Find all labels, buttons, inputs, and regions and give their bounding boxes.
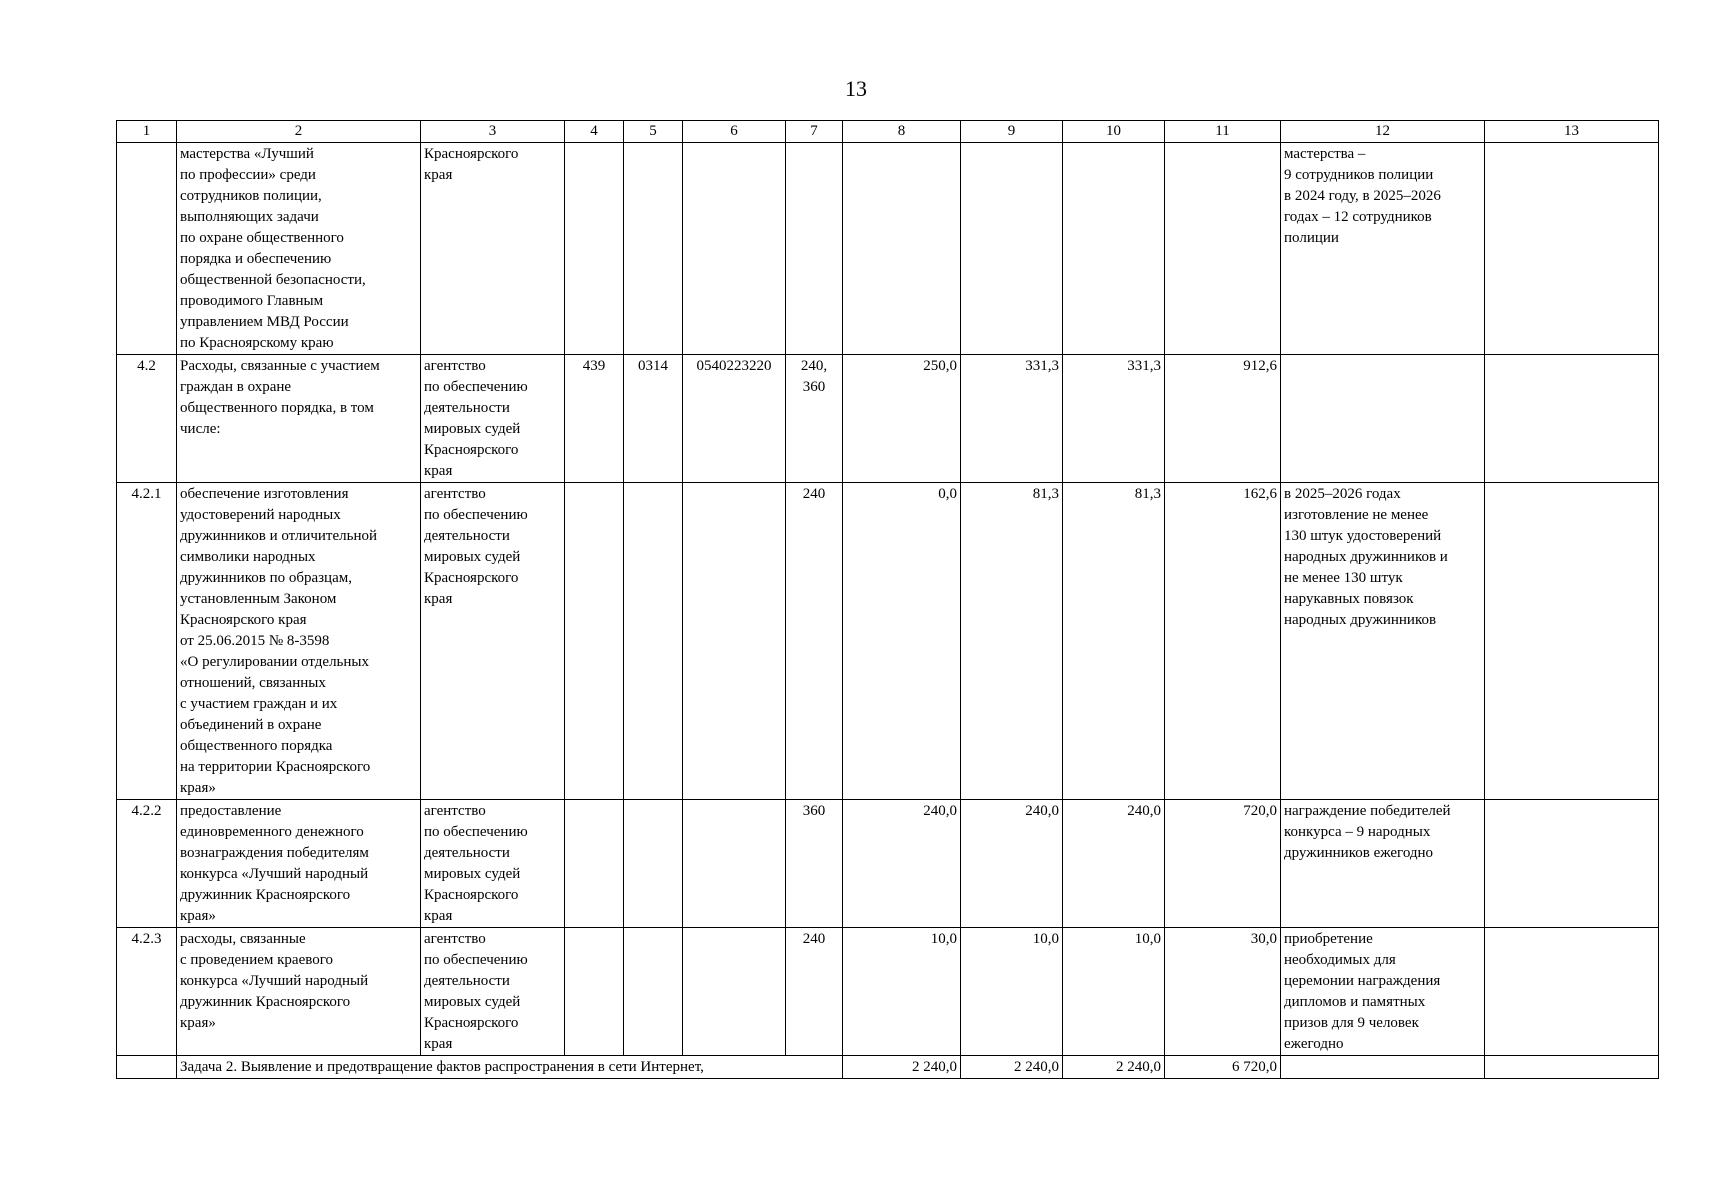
table-row — [117, 928, 1659, 1056]
amount-total-cell — [1165, 143, 1281, 355]
column-header: 1 — [117, 121, 177, 143]
target-code-cell — [683, 143, 786, 355]
description-cell: обеспечение изготовления удостоверений народных дружинников и отличительной символики народных дружинников по образцам, установленным Законом Красноярского края от 25.06.2015 № 8-3598 «О регулировании отдельных отношений, связанных с участием граждан и их объединений в охране общественного порядка на территории Красноярского края» — [177, 483, 421, 800]
section-code-cell — [624, 483, 683, 800]
task-amount-col9: 2 240,0 — [961, 1056, 1063, 1079]
column-header: 2 — [177, 121, 421, 143]
expense-type-cell — [786, 143, 843, 355]
task-amount-col8: 2 240,0 — [843, 1056, 961, 1079]
column-header: 4 — [565, 121, 624, 143]
row-number-cell: 4.2.1 — [117, 483, 177, 800]
column-header: 8 — [843, 121, 961, 143]
result-cell: награждение победителей конкурса – 9 народных дружинников ежегодно — [1281, 800, 1485, 928]
expense-type-cell: 360 — [786, 800, 843, 928]
task-row — [117, 1056, 1659, 1079]
column-header: 3 — [421, 121, 565, 143]
column-header: 12 — [1281, 121, 1485, 143]
result-cell: приобретение необходимых для церемонии награждения дипломов и памятных призов для 9 человек ежегодно — [1281, 928, 1485, 1056]
ministry-code-cell — [565, 928, 624, 1056]
task-title: Задача 2. Выявление и предотвращение фактов распространения в сети Интернет, — [177, 1056, 843, 1079]
amount-col9-cell: 331,3 — [961, 355, 1063, 483]
row-number-cell: 4.2.2 — [117, 800, 177, 928]
ministry-code-cell: 439 — [565, 355, 624, 483]
column-header: 13 — [1485, 121, 1659, 143]
note-cell — [1485, 928, 1659, 1056]
amount-col9-cell: 81,3 — [961, 483, 1063, 800]
amount-col9-cell: 10,0 — [961, 928, 1063, 1056]
amount-col9-cell: 240,0 — [961, 800, 1063, 928]
table-row — [117, 800, 1659, 928]
amount-col10-cell: 240,0 — [1063, 800, 1165, 928]
executor-cell: агентство по обеспечению деятельности мировых судей Красноярского края — [421, 355, 565, 483]
table-row — [117, 483, 1659, 800]
row-number-cell — [117, 143, 177, 355]
task-result-cell — [1281, 1056, 1485, 1079]
section-code-cell: 0314 — [624, 355, 683, 483]
column-header: 10 — [1063, 121, 1165, 143]
section-code-cell — [624, 928, 683, 1056]
column-header: 7 — [786, 121, 843, 143]
result-cell — [1281, 355, 1485, 483]
target-code-cell — [683, 800, 786, 928]
section-code-cell — [624, 800, 683, 928]
result-cell: мастерства – 9 сотрудников полиции в 2024 году, в 2025–2026 годах – 12 сотрудников полиции — [1281, 143, 1485, 355]
column-header: 9 — [961, 121, 1063, 143]
description-cell: Расходы, связанные с участием граждан в охране общественного порядка, в том числе: — [177, 355, 421, 483]
ministry-code-cell — [565, 143, 624, 355]
note-cell — [1485, 800, 1659, 928]
amount-col9-cell — [961, 143, 1063, 355]
description-cell: расходы, связанные с проведением краевого конкурса «Лучший народный дружинник Красноярского края» — [177, 928, 421, 1056]
expense-type-cell: 240 — [786, 483, 843, 800]
result-cell: в 2025–2026 годах изготовление не менее 130 штук удостоверений народных дружинников и не менее 130 штук нарукавных повязок народных дружинников — [1281, 483, 1485, 800]
note-cell — [1485, 483, 1659, 800]
amount-col8-cell: 240,0 — [843, 800, 961, 928]
table-header — [117, 121, 1659, 143]
column-header: 5 — [624, 121, 683, 143]
amount-col8-cell: 250,0 — [843, 355, 961, 483]
amount-col8-cell — [843, 143, 961, 355]
task-amount-total: 6 720,0 — [1165, 1056, 1281, 1079]
note-cell — [1485, 355, 1659, 483]
expense-type-cell: 240 — [786, 928, 843, 1056]
page-number: 13 — [845, 76, 867, 101]
amount-total-cell: 912,6 — [1165, 355, 1281, 483]
program-table — [116, 120, 1659, 1079]
table-body — [117, 143, 1659, 1056]
column-number-row — [117, 121, 1659, 143]
section-code-cell — [624, 143, 683, 355]
note-cell — [1485, 143, 1659, 355]
amount-col10-cell — [1063, 143, 1165, 355]
column-header: 6 — [683, 121, 786, 143]
amount-col10-cell: 10,0 — [1063, 928, 1165, 1056]
target-code-cell: 0540223220 — [683, 355, 786, 483]
ministry-code-cell — [565, 483, 624, 800]
amount-col10-cell: 81,3 — [1063, 483, 1165, 800]
executor-cell: Красноярского края — [421, 143, 565, 355]
amount-total-cell: 162,6 — [1165, 483, 1281, 800]
target-code-cell — [683, 928, 786, 1056]
description-cell: мастерства «Лучший по профессии» среди сотрудников полиции, выполняющих задачи по охране общественного порядка и обеспечению общественной безопасности, проводимого Главным управлением МВД России по Красноярскому краю — [177, 143, 421, 355]
amount-col8-cell: 10,0 — [843, 928, 961, 1056]
column-header: 11 — [1165, 121, 1281, 143]
task-amount-col10: 2 240,0 — [1063, 1056, 1165, 1079]
executor-cell: агентство по обеспечению деятельности мировых судей Красноярского края — [421, 483, 565, 800]
task-body — [117, 1056, 1659, 1079]
executor-cell: агентство по обеспечению деятельности мировых судей Красноярского края — [421, 800, 565, 928]
amount-col10-cell: 331,3 — [1063, 355, 1165, 483]
amount-total-cell: 30,0 — [1165, 928, 1281, 1056]
amount-col8-cell: 0,0 — [843, 483, 961, 800]
table-row — [117, 355, 1659, 483]
ministry-code-cell — [565, 800, 624, 928]
row-number-cell: 4.2 — [117, 355, 177, 483]
task-note-cell — [1485, 1056, 1659, 1079]
executor-cell: агентство по обеспечению деятельности мировых судей Красноярского края — [421, 928, 565, 1056]
table-row — [117, 143, 1659, 355]
row-number-cell: 4.2.3 — [117, 928, 177, 1056]
amount-total-cell: 720,0 — [1165, 800, 1281, 928]
target-code-cell — [683, 483, 786, 800]
expense-type-cell: 240, 360 — [786, 355, 843, 483]
description-cell: предоставление единовременного денежного вознаграждения победителям конкурса «Лучший народный дружинник Красноярского края» — [177, 800, 421, 928]
task-number-cell — [117, 1056, 177, 1079]
